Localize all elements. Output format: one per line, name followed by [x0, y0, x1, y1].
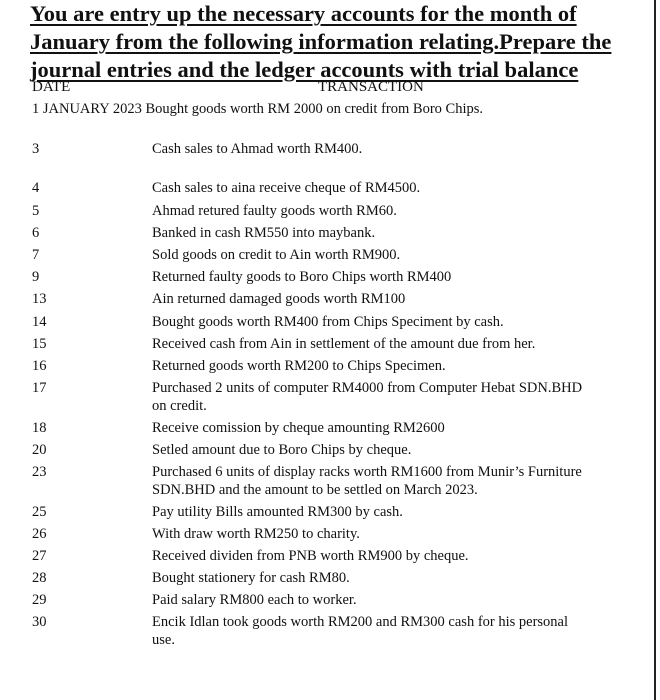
entry-text: Setled amount due to Boro Chips by cheque. — [152, 442, 412, 458]
entry-day: 7 — [32, 247, 40, 263]
entry-day: 23 — [32, 464, 47, 480]
entry-text: Bought goods worth RM400 from Chips Speciment by cash. — [152, 314, 504, 330]
entry-day: 9 — [32, 269, 40, 285]
entry-day: 26 — [32, 526, 47, 542]
entry-text: Returned faulty goods to Boro Chips worth RM400 — [152, 269, 452, 285]
entry-text: Pay utility Bills amounted RM300 by cash. — [152, 504, 403, 520]
entry-day: 14 — [32, 314, 47, 330]
entry-day: 5 — [32, 203, 40, 219]
entry-text: Received cash from Ain in settlement of the amount due from her. — [152, 336, 536, 352]
entry-text: Ain returned damaged goods worth RM100 — [152, 291, 406, 307]
entry-day: 6 — [32, 225, 40, 241]
entry-text: Returned goods worth RM200 to Chips Specimen. — [152, 358, 446, 374]
entry-day: 3 — [32, 141, 40, 157]
entry-day: 16 — [32, 358, 47, 374]
entry-text: Cash sales to Ahmad worth RM400. — [152, 141, 363, 157]
date-column-header: DATE — [32, 79, 71, 95]
right-border — [654, 0, 656, 700]
entry-day: 25 — [32, 504, 47, 520]
entry-day: 13 — [32, 291, 47, 307]
entry-day: 17 — [32, 380, 47, 396]
entry-text: Encik Idlan took goods worth RM200 and RM300 cash for his personal use. — [152, 614, 569, 648]
first-entry-date: 1 JANUARY 2023 — [32, 101, 142, 117]
entry-text: Purchased 6 units of display racks worth RM1600 from Munir’s Furniture SDN.BHD and the amount to be settled on March 2023. — [152, 464, 582, 498]
entry-text: Bought stationery for cash RM80. — [152, 570, 350, 586]
entry-day: 20 — [32, 442, 47, 458]
entry-day: 4 — [32, 180, 40, 196]
entry-text: Received dividen from PNB worth RM900 by cheque. — [152, 548, 469, 564]
entry-text: With draw worth RM250 to charity. — [152, 526, 360, 542]
first-entry-text: Bought goods worth RM 2000 on credit from Boro Chips. — [145, 101, 483, 117]
entry-text: Banked in cash RM550 into maybank. — [152, 225, 376, 241]
entry-day: 30 — [32, 614, 47, 630]
entry-day: 29 — [32, 592, 47, 608]
entry-text: Paid salary RM800 each to worker. — [152, 592, 357, 608]
entry-day: 27 — [32, 548, 47, 564]
entry-day: 15 — [32, 336, 47, 352]
entry-text: Cash sales to aina receive cheque of RM4500. — [152, 180, 421, 196]
question-title: You are entry up the necessary accounts for the month of January from the following information relating.Prepare the journal entries and the ledger accounts with trial balance — [30, 1, 612, 82]
entry-day: 28 — [32, 570, 47, 586]
entry-day: 18 — [32, 420, 47, 436]
first-entry-row — [32, 100, 483, 118]
entry-text: Ahmad retured faulty goods worth RM60. — [152, 203, 397, 219]
transaction-column-header: TRANSACTION — [318, 79, 424, 95]
entry-text: Sold goods on credit to Ain worth RM900. — [152, 247, 401, 263]
entry-text: Purchased 2 units of computer RM4000 from Computer Hebat SDN.BHD on credit. — [152, 380, 583, 414]
entry-text: Receive comission by cheque amounting RM2600 — [152, 420, 445, 436]
